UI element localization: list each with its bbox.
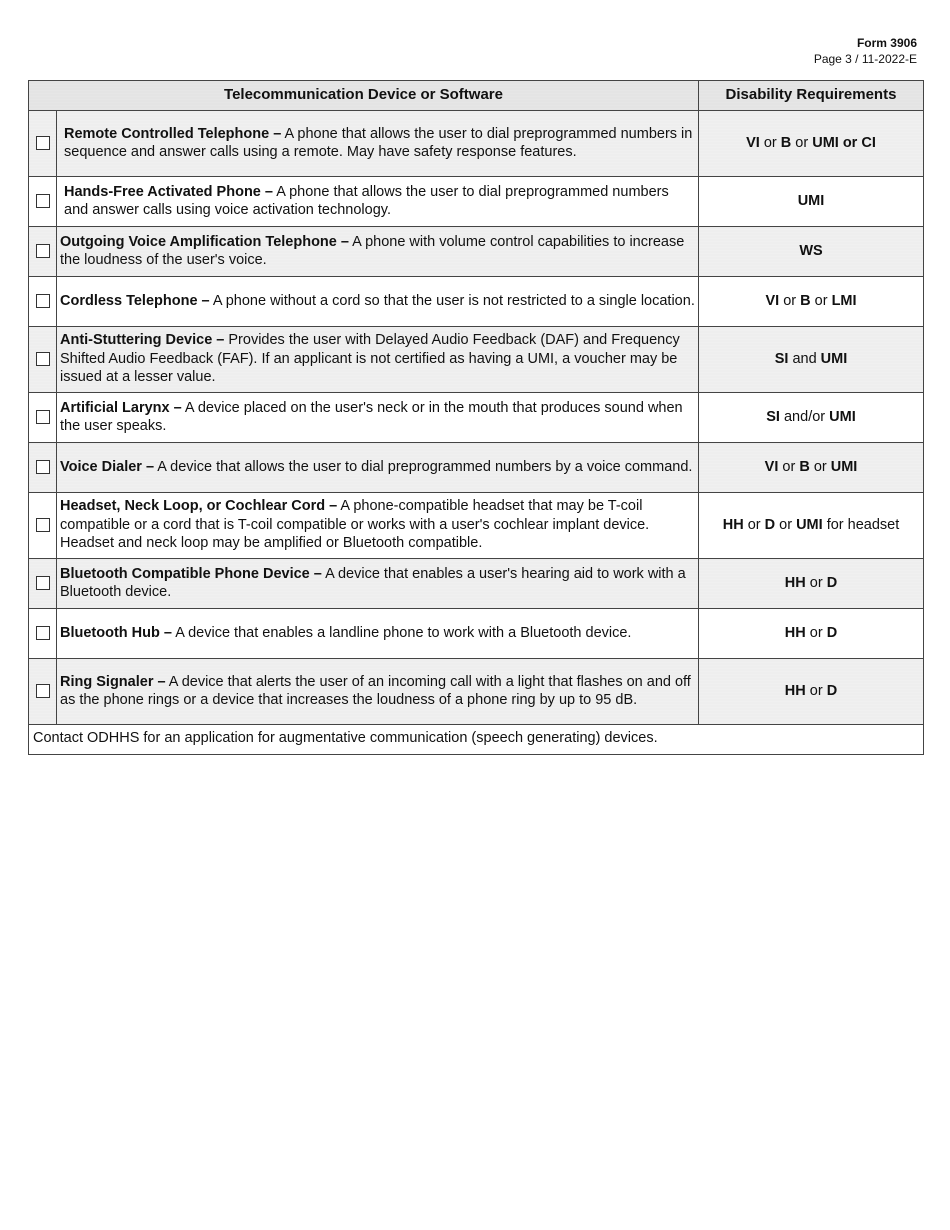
disability-requirements-cell <box>699 277 924 327</box>
requirement-text: or <box>805 683 827 700</box>
checkbox-cell <box>29 393 57 443</box>
requirement-text: or <box>779 293 801 310</box>
requirement-text: HH <box>784 683 806 700</box>
table-row <box>29 609 924 659</box>
device-checkbox[interactable] <box>36 194 50 208</box>
disability-requirements-cell <box>699 111 924 177</box>
requirement-text: or <box>759 135 781 152</box>
disability-requirements-cell <box>699 177 924 227</box>
column-header-requirements: Disability Requirements <box>699 81 924 111</box>
requirement-text: VI <box>746 135 760 152</box>
requirement-text: or <box>810 293 832 310</box>
requirement-text: or <box>805 575 827 592</box>
requirement-text: VI <box>764 459 779 476</box>
table-header-row <box>29 81 924 111</box>
disability-requirements-cell <box>699 609 924 659</box>
checkbox-cell <box>29 227 57 277</box>
checkbox-cell <box>29 327 57 393</box>
requirement-text: and <box>788 351 821 368</box>
footer-row <box>29 725 924 755</box>
device-checkbox[interactable] <box>36 352 50 366</box>
device-description: Provides the user with Delayed Audio Feedback (DAF) and Frequency Shifted Audio Feedback (FAF). If an applicant is not certified as having a UMI, a voucher may be issued at a lesser value. <box>60 332 680 386</box>
disability-requirements-cell <box>699 443 924 493</box>
device-checkbox[interactable] <box>36 460 50 474</box>
device-description: A device that alerts the user of an incoming call with a light that flashes on and off as the phone rings or a device that increases the loudness of a phone ring by up to 95 dB. <box>60 673 691 708</box>
device-description-cell <box>57 559 699 609</box>
device-name: Ring Signaler – <box>60 673 166 690</box>
device-description: A device placed on the user's neck or in the mouth that produces sound when the user speaks. <box>60 399 683 434</box>
checkbox-cell <box>29 443 57 493</box>
checkbox-cell <box>29 493 57 559</box>
requirement-text: for headset <box>822 517 900 534</box>
requirement-text: VI <box>765 293 780 310</box>
requirement-text: HH <box>722 517 744 534</box>
table-row <box>29 111 924 177</box>
requirement-text: SI <box>774 351 789 368</box>
disability-requirements-cell <box>699 393 924 443</box>
table-row <box>29 559 924 609</box>
device-checkbox[interactable] <box>36 410 50 424</box>
table-row <box>29 443 924 493</box>
device-checkbox[interactable] <box>36 294 50 308</box>
device-name: Voice Dialer – <box>60 458 155 475</box>
requirement-text: UMI or CI <box>812 135 876 152</box>
device-description-cell <box>57 609 699 659</box>
footer-note: Contact ODHHS for an application for augmentative communication (speech generating) devices. <box>29 725 924 755</box>
form-number: Form 3906 <box>856 36 917 50</box>
checkbox-cell <box>29 177 57 227</box>
device-table <box>28 80 924 755</box>
disability-requirements-cell <box>699 227 924 277</box>
device-description: A phone with volume control capabilities to increase the loudness of the user's voice. <box>60 233 685 268</box>
device-checkbox[interactable] <box>36 244 50 258</box>
device-description: A device that enables a user's hearing aid to work with a Bluetooth device. <box>60 565 686 600</box>
device-checkbox[interactable] <box>36 576 50 590</box>
device-name: Headset, Neck Loop, or Cochlear Cord – <box>60 498 338 515</box>
table-row <box>29 177 924 227</box>
requirement-text: or <box>778 459 800 476</box>
table-row <box>29 277 924 327</box>
requirement-text: UMI <box>820 351 848 368</box>
column-header-device: Telecommunication Device or Software <box>29 81 699 111</box>
requirement-text: UMI <box>829 409 856 426</box>
requirement-text: D <box>764 517 776 534</box>
requirement-text: or <box>743 517 765 534</box>
device-name: Cordless Telephone – <box>60 292 210 309</box>
table-row <box>29 659 924 725</box>
device-description-cell <box>57 393 699 443</box>
requirement-text: B <box>780 135 792 152</box>
device-description: A phone that allows the user to dial preprogrammed numbers in sequence and answer calls using a remote. May have safety response features. <box>64 125 693 160</box>
disability-requirements-cell <box>699 559 924 609</box>
device-name: Artificial Larynx – <box>60 399 182 416</box>
requirement-text: UMI <box>830 459 858 476</box>
device-name: Bluetooth Hub – <box>60 624 172 641</box>
device-rows <box>29 111 924 725</box>
device-name: Remote Controlled Telephone – <box>64 125 282 142</box>
device-description-cell <box>57 327 699 393</box>
requirement-text: B <box>799 459 810 476</box>
device-description: A device that enables a landline phone to work with a Bluetooth device. <box>171 624 632 641</box>
requirement-text: HH <box>784 625 806 642</box>
checkbox-cell <box>29 609 57 659</box>
device-description-cell <box>57 227 699 277</box>
checkbox-cell <box>29 111 57 177</box>
device-name: Outgoing Voice Amplification Telephone – <box>60 233 349 250</box>
disability-requirements-cell <box>699 327 924 393</box>
disability-requirements-cell <box>699 493 924 559</box>
device-description: A phone without a cord so that the user is not restricted to a single location. <box>209 292 695 309</box>
device-description: A phone-compatible headset that may be T-coil compatible or a cord that is T-coil compatible or works with a user's cochlear implant device. Headset and neck loop may be amplified or Bluetooth compatible. <box>60 498 650 552</box>
requirement-text: D <box>826 575 838 592</box>
device-description-cell <box>57 277 699 327</box>
device-checkbox[interactable] <box>36 684 50 698</box>
device-description: A device that allows the user to dial preprogrammed numbers by a voice command. <box>154 458 693 475</box>
device-description-cell <box>57 111 699 177</box>
device-checkbox[interactable] <box>36 518 50 532</box>
requirement-text: D <box>826 683 838 700</box>
requirement-text: or <box>809 459 831 476</box>
device-description-cell <box>57 177 699 227</box>
requirement-text: or <box>805 625 827 642</box>
device-description-cell <box>57 659 699 725</box>
device-description-cell <box>57 443 699 493</box>
disability-requirements-cell <box>699 659 924 725</box>
table-row <box>29 227 924 277</box>
checkbox-cell <box>29 277 57 327</box>
checkbox-cell <box>29 559 57 609</box>
requirement-text: WS <box>799 243 823 260</box>
device-checkbox[interactable] <box>36 626 50 640</box>
table-row <box>29 493 924 559</box>
requirement-text: SI <box>766 409 780 426</box>
checkbox-cell <box>29 659 57 725</box>
device-name: Hands-Free Activated Phone – <box>64 183 273 200</box>
device-name: Bluetooth Compatible Phone Device – <box>60 565 322 582</box>
table-row <box>29 393 924 443</box>
requirement-text: D <box>826 625 838 642</box>
requirement-text: B <box>800 293 811 310</box>
device-checkbox[interactable] <box>36 136 50 150</box>
device-description: A phone that allows the user to dial preprogrammed numbers and answer calls using voice activation technology. <box>64 183 669 218</box>
requirement-text: and/or <box>779 409 830 426</box>
form-header <box>814 35 917 67</box>
table-row <box>29 327 924 393</box>
device-description-cell <box>57 493 699 559</box>
requirement-text: LMI <box>831 293 857 310</box>
requirement-text: or <box>775 517 797 534</box>
requirement-text: UMI <box>797 193 825 210</box>
requirement-text: or <box>791 135 813 152</box>
requirement-text: HH <box>784 575 806 592</box>
requirement-text: UMI <box>796 517 823 534</box>
device-name: Anti-Stuttering Device – <box>60 332 225 349</box>
page-info: Page 3 / 11-2022-E <box>813 52 917 66</box>
